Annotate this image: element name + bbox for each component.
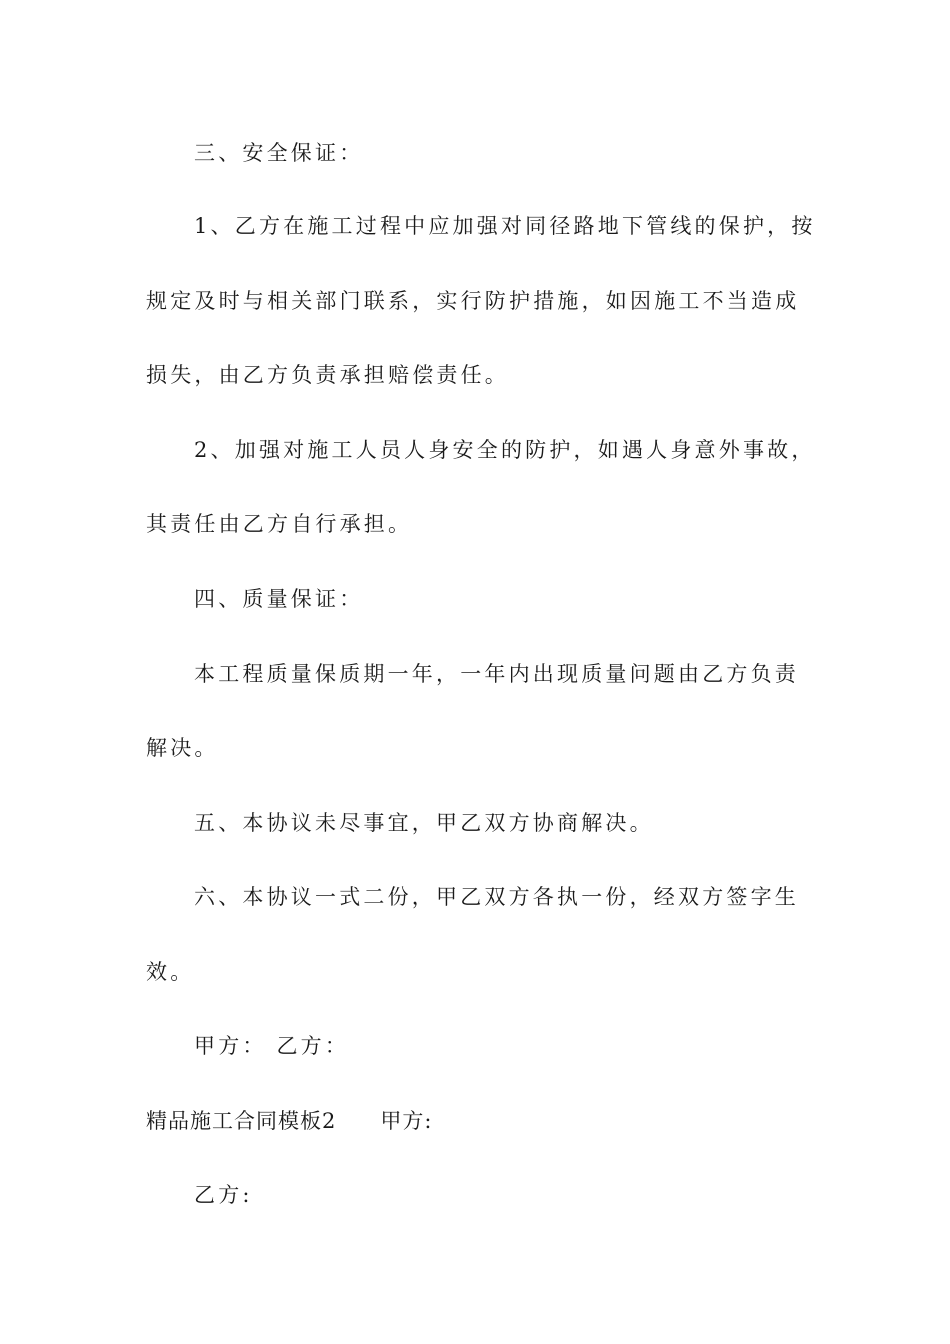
clause-six: 六、本协议一式二份，甲乙双方各执一份，经双方签字生 (194, 885, 799, 909)
paragraph-line: 效。 (146, 960, 195, 984)
section-heading-quality: 四、质量保证： (194, 587, 364, 611)
section-heading-safety: 三、安全保证： (194, 141, 364, 165)
paragraph-line: 其责任由乙方自行承担。 (146, 512, 413, 536)
paragraph-line: 本工程质量保质期一年，一年内出现质量问题由乙方负责 (194, 662, 799, 686)
paragraph-line: 损失，由乙方负责承担赔偿责任。 (146, 363, 509, 387)
paragraph-line: 解决。 (146, 736, 219, 760)
signature-line: 甲方： 乙方： (194, 1034, 350, 1058)
template-title-line (146, 1106, 816, 1136)
party-a-label: 甲方: (380, 1109, 433, 1133)
party-b-label: 乙方: (194, 1183, 253, 1207)
template-title: 精品施工合同模板2 (146, 1109, 337, 1133)
paragraph-line: 2、加强对施工人员人身安全的防护，如遇人身意外事故， (194, 438, 816, 462)
clause-five: 五、本协议未尽事宜，甲乙双方协商解决。 (194, 811, 654, 835)
paragraph-line: 1、乙方在施工过程中应加强对同径路地下管线的保护，按 (194, 214, 816, 238)
paragraph-line: 规定及时与相关部门联系，实行防护措施，如因施工不当造成 (146, 289, 800, 313)
